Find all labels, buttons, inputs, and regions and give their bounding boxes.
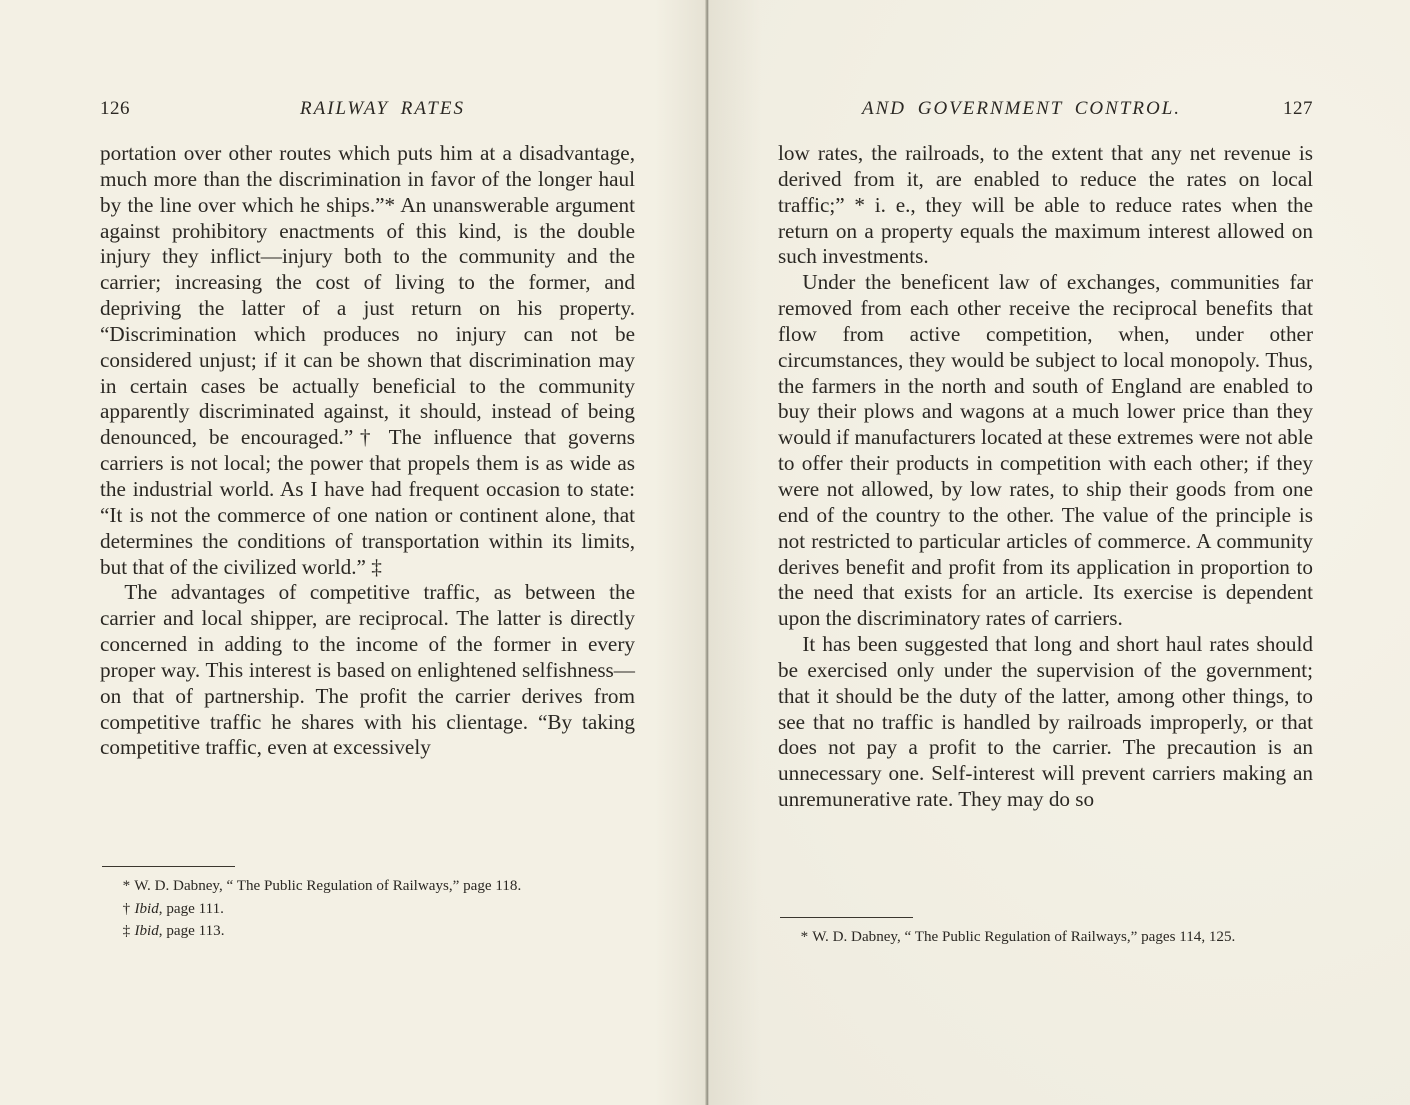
- paragraph: The advantages of competitive traffic, as between the carrier and local shipper, are reciprocal. The latter is directly concerned in adding to the income of the former in every proper way. This interest is based on enlightened selfishness—on that of partnership. The profit the carrier derives from competitive traffic he shares with his clientage. “By taking competitive traffic, even at excessively: [100, 580, 635, 760]
- right-page-number: 127: [1283, 98, 1313, 119]
- footnote-item: [100, 876, 635, 898]
- left-running-head-title: RAILWAY RATES: [300, 98, 465, 119]
- footnote-item: [778, 927, 1320, 949]
- footnote-marker: ‡: [122, 923, 131, 939]
- footnote-marker: *: [800, 929, 809, 945]
- footnote-marker: †: [122, 900, 131, 917]
- footnote-marker: *: [122, 878, 131, 894]
- right-running-head-title: AND GOVERNMENT CONTROL.: [861, 98, 1182, 119]
- footnote-item: [100, 899, 635, 921]
- left-page-number: 126: [100, 98, 130, 119]
- footnote-text: , page 113.: [158, 923, 225, 939]
- paragraph: low rates, the railroads, to the extent that any net revenue is derived from it, are enabled to reduce the rates on local traffic;” * i. e., they will be able to reduce rates when the return on a property equals the maximum interest allowed on such investments.: [778, 141, 1313, 269]
- footnote-text: W. D. Dabney, “ The Public Regulation of Railways,” page 118.: [130, 878, 522, 894]
- left-running-head: [100, 96, 635, 122]
- left-footnotes: [100, 866, 635, 943]
- right-text-column: [778, 141, 1313, 813]
- right-footnotes: [778, 917, 1320, 949]
- footnote-italic-ref: Ibid: [134, 923, 159, 939]
- footnote-italic-ref: Ibid: [134, 900, 159, 917]
- right-running-head: [778, 96, 1313, 122]
- right-page: [708, 0, 1410, 1105]
- footnote-separator-rule: [102, 866, 235, 867]
- paragraph: It has been suggested that long and short haul rates should be exercised only under the supervision of the government; that it should be the duty of the latter, among other things, to see that no traffic is handled by railroads improperly, or that does not pay a profit to the carrier. The precaution is an unnecessary one. Self-interest will prevent carriers making an unremunerative rate. They may do so: [778, 632, 1313, 812]
- footnote-text: , page 111.: [158, 900, 224, 917]
- footnote-separator-rule: [780, 917, 913, 918]
- footnote-item: [100, 921, 635, 943]
- paragraph: Under the beneficent law of exchanges, communities far removed from each other receive the reciprocal benefits that flow from active competition, when, under other circumstances, they would be subject to local monopoly. Thus, the farmers in the north and south of England are enabled to buy their plows and wagons at a much lower price than they would if manufacturers located at these extremes were not able to offer their products in competition with each other; if they were not allowed, by low rates, to ship their goods from one end of the country to the other. The value of the principle is not restricted to particular articles of commerce. A community derives benefit and profit from its application in proportion to the need that exists for an article. Its exercise is dependent upon the discriminatory rates of carriers.: [778, 270, 1313, 631]
- paragraph: portation over other routes which puts him at a disadvantage, much more than the discrimination in favor of the longer haul by the line over which he ships.”* An unanswerable argument against prohibitory enactments of this kind, is the double injury they inflict—injury both to the community and the carrier; increasing the cost of living to the former, and depriving the latter of a just return on his property. “Discrimination which produces no injury can not be considered unjust; if it can be shown that discrimination may in certain cases be actually beneficial to the community apparently discriminated against, it should, instead of being denounced, be encouraged.”† The influence that governs carriers is not local; the power that propels them is as wide as the industrial world. As I have had frequent occasion to state: “It is not the commerce of one nation or continent alone, that determines the conditions of transportation within its limits, but that of the civilized world.” ‡: [100, 141, 635, 579]
- footnote-text: W. D. Dabney, “ The Public Regulation of Railways,” pages 114, 125.: [808, 929, 1236, 945]
- left-text-column: [100, 141, 635, 761]
